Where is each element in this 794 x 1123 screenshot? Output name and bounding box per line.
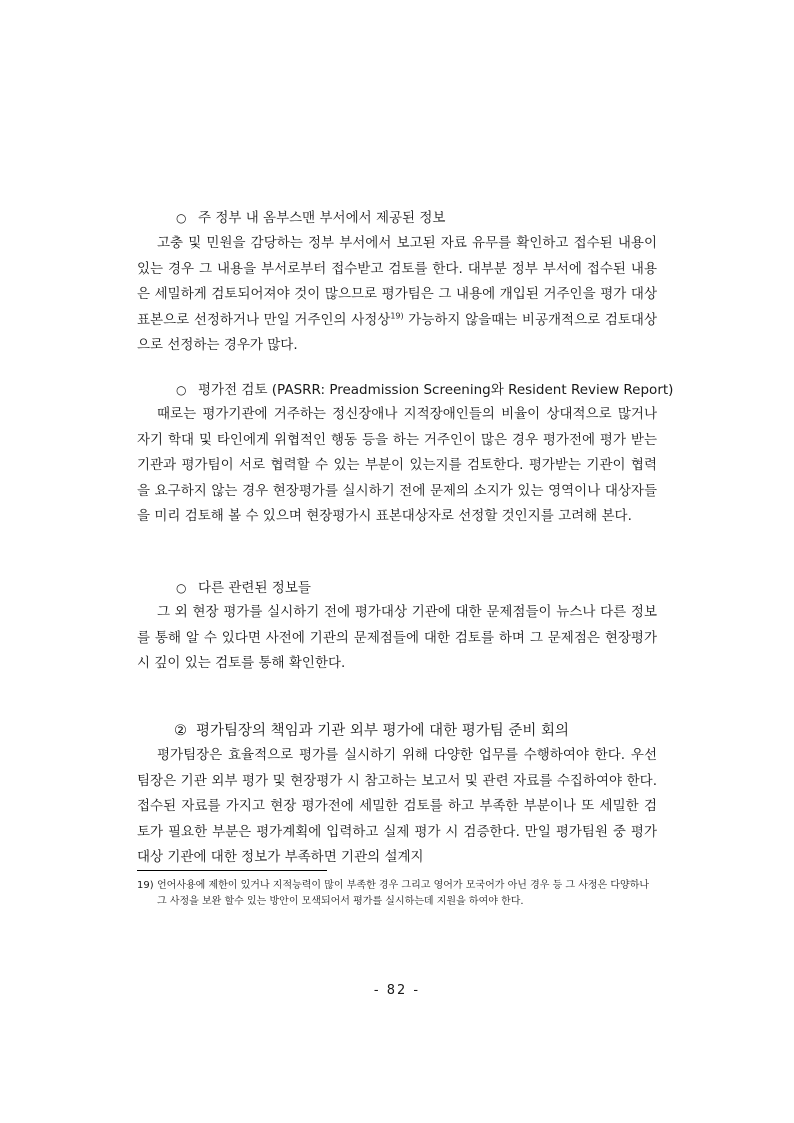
- footnote-number: 19): [137, 880, 154, 891]
- bullet-circle: ○: [176, 383, 187, 397]
- paragraph-text-post: 가능하지 않을때는 비공개적으로 검토대상으로 선정하는 경우가 많다.: [137, 311, 657, 353]
- footnote-text: 언어사용에 제한이 있거나 지적능력이 많이 부족한 경우 그리고 영어가 모국어가 아닌 경우 등 그 사정은 다양하나 그 사정을 보완 할수 있는 방안이 모색되어서 평가를 실시하는데 지원을 하여야 한다.: [157, 880, 650, 907]
- section-number: ②: [174, 723, 187, 739]
- heading-text: 평가전 검토 (PASRR: Preadmission Screening와 Resident Review Report): [198, 382, 674, 398]
- paragraph-pasrr: [137, 402, 657, 530]
- paragraph-ombudsman: [137, 231, 657, 359]
- footnote-divider: [137, 870, 327, 871]
- bullet-circle: ○: [176, 211, 187, 225]
- paragraph-text: 그 외 현장 평가를 실시하기 전에 평가대상 기관에 대한 문제점들이 뉴스나 다른 정보를 통해 알 수 있다면 사전에 기관의 문제점들에 대한 검토를 하며 그 문제점은 현장평가 시 깊이 있는 검토를 통해 확인한다.: [137, 604, 657, 671]
- footnote: [137, 878, 657, 910]
- heading-text: 평가팀장의 책임과 기관 외부 평가에 대한 평가팀 준비 회의: [196, 723, 570, 739]
- heading-text: 주 정부 내 옴부스맨 부서에서 제공된 정보: [198, 210, 446, 226]
- section-heading-related-info: [176, 578, 311, 598]
- section-heading-team-leader: [174, 721, 569, 741]
- footnote-ref[interactable]: 19): [390, 311, 404, 320]
- paragraph-related-info: [137, 600, 657, 677]
- heading-text: 다른 관련된 정보들: [198, 580, 311, 596]
- paragraph-text: 때로는 평가기관에 거주하는 정신장애나 지적장애인들의 비율이 상대적으로 많거나 자기 학대 및 타인에게 위협적인 행동 등을 하는 거주인이 많은 경우 평가전에 평가 받는 기관과 평가팀이 서로 협력할 수 있는 부분이 있는지를 검토한다. 평가받는 기관이 협력을 요구하지 않는 경우 현장평가를 실시하기 전에 문제의 소지가 있는 영역이나 대상자들을 미리 검토해 볼 수 있으며 현장평가시 표본대상자로 선정할 것인지를 고려해 본다.: [137, 406, 657, 524]
- paragraph-text: 평가팀장은 효율적으로 평가를 실시하기 위해 다양한 업무를 수행하여야 한다. 우선 팀장은 기관 외부 평가 및 현장평가 시 참고하는 보고서 및 관련 자료를 수집하여야 한다. 접수된 자료를 가지고 현장 평가전에 세밀한 검토를 하고 부족한 부분이나 또 세밀한 검토가 필요한 부분은 평가계획에 입력하고 실제 평가 시 검증한다. 만일 평가팀원 중 평가대상 기관에 대한 정보가 부족하면 기관의 설계지: [137, 747, 657, 865]
- section-heading-ombudsman: [176, 208, 445, 228]
- bullet-circle: ○: [176, 581, 187, 595]
- page-number: - 82 -: [373, 983, 421, 998]
- section-heading-pasrr: [176, 380, 673, 400]
- paragraph-team-leader: [137, 743, 657, 871]
- paragraph-text-pre: 고충 및 민원을 감당하는 정부 부서에서 보고된 자료 유무를 확인하고 접수된 내용이 있는 경우 그 내용을 부서로부터 접수받고 검토를 한다. 대부분 정부 부서에 접수된 내용은 세밀하게 검토되어져야 것이 많으므로 평가팀은 그 내용에 개입된 거주인을 평가 대상 표본으로 선정하거나 만일 거주인의 사정상: [137, 235, 657, 328]
